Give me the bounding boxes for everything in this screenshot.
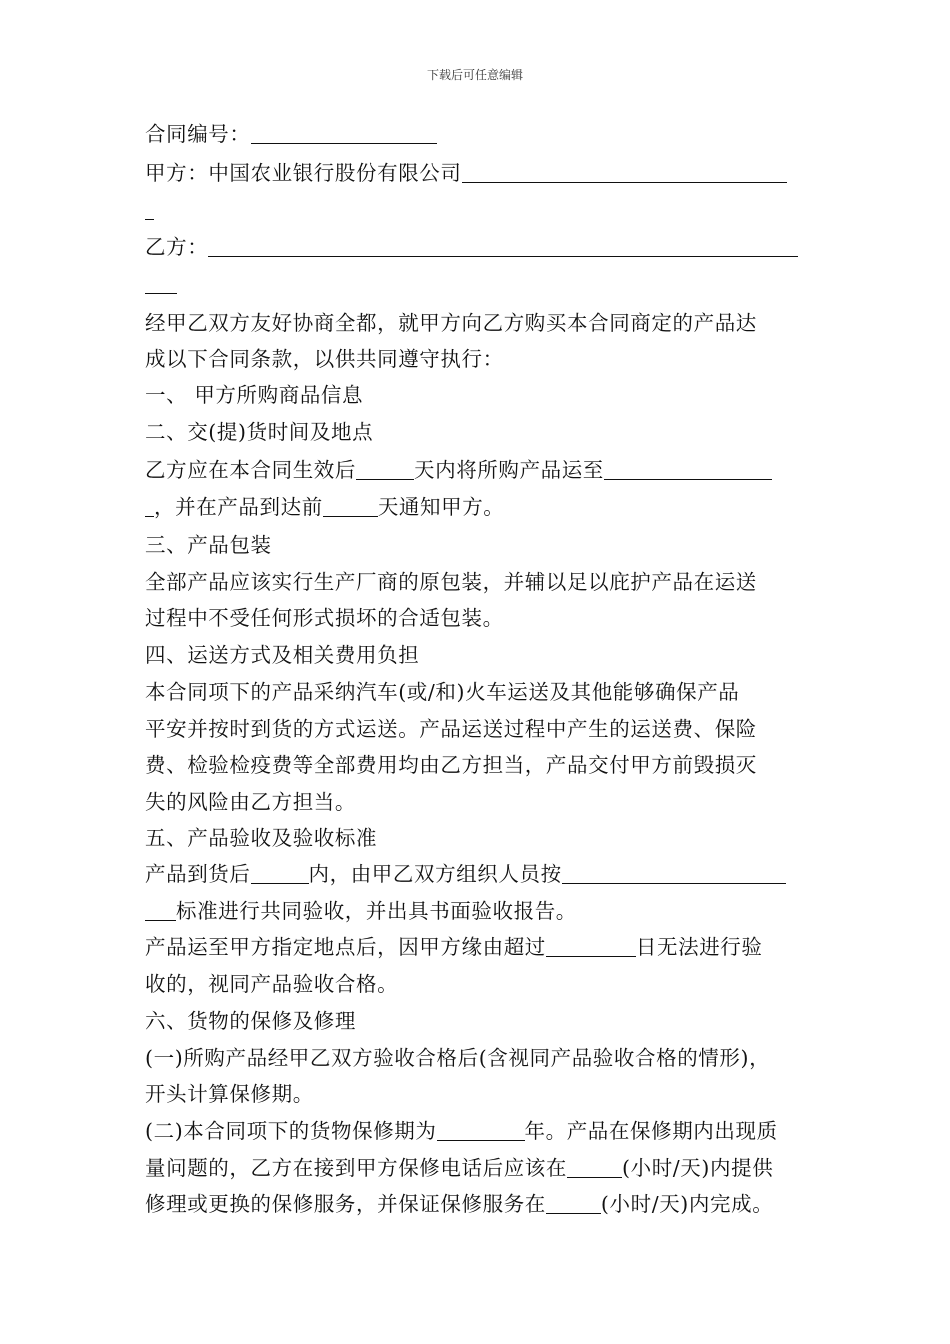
section-1-title: 一、 甲方所购商品信息: [145, 383, 364, 407]
section-4-title: 四、运送方式及相关费用负担: [145, 643, 420, 667]
notice-days-blank: [323, 494, 378, 517]
warranty-text-5b: (小时/天)内完成。: [600, 1192, 774, 1216]
delivery-text-2b: 天通知甲方。: [377, 495, 505, 519]
acceptance-line-1: [145, 860, 810, 888]
delivery-location-blank: [604, 457, 772, 480]
acceptance-standard-blank: [562, 861, 786, 884]
transport-line-3: 费、检验检疫费等全部费用均由乙方担当，产品交付甲方前毁损灭: [145, 753, 757, 777]
contract-number-label: 合同编号：: [145, 122, 251, 146]
warranty-line-3: [145, 1117, 810, 1145]
section-3-title: 三、产品包装: [145, 533, 272, 557]
party-a-label: 甲方：: [145, 161, 209, 185]
party-a-blank-cont: [145, 197, 154, 220]
warranty-text-4b: (小时/天)内提供: [622, 1156, 774, 1180]
warranty-text-3a: (二)本合同项下的货物保修期为: [145, 1119, 437, 1143]
acceptance-text-1b: 内，由甲乙双方组织人员按: [308, 862, 562, 886]
delivery-text-1a: 乙方应在本合同生效后: [145, 458, 356, 482]
party-a-name: 中国农业银行股份有限公司: [208, 161, 462, 185]
party-a-line: [145, 159, 810, 187]
acceptance-period-blank: [251, 861, 309, 884]
acceptance-line-4: 收的，视同产品验收合格。: [145, 972, 399, 996]
delivery-text-2a: ，并在产品到达前: [154, 495, 323, 519]
overdue-days-blank: [546, 934, 636, 957]
intro-line-1: 经甲乙双方友好协商全都，就甲方向乙方购买本合同商定的产品达: [145, 311, 757, 335]
acceptance-standard-blank-cont: [145, 898, 176, 921]
contract-number-line: [145, 120, 810, 148]
packaging-line-2: 过程中不受任何形式损坏的合适包装。: [145, 606, 504, 630]
party-b-line-cont: [145, 270, 810, 298]
party-b-blank-cont: [145, 271, 177, 294]
contract-number-blank: [251, 121, 437, 144]
party-b-line: [145, 233, 810, 261]
party-b-blank: [208, 234, 798, 257]
warranty-line-2: 开头计算保修期。: [145, 1082, 314, 1106]
section-2-title: 二、交(提)货时间及地点: [145, 420, 374, 444]
party-b-label: 乙方：: [145, 235, 209, 259]
warranty-line-1: (一)所购产品经甲乙双方验收合格后(含视同产品验收合格的情形)，: [145, 1046, 771, 1070]
acceptance-text-3b: 日无法进行验: [635, 935, 763, 959]
section-6-title: 六、货物的保修及修理: [145, 1009, 356, 1033]
delivery-location-blank-cont: [145, 494, 154, 517]
transport-line-2: 平安并按时到货的方式运送。产品运送过程中产生的运送费、保险: [145, 717, 757, 741]
warranty-years-blank: [437, 1118, 525, 1141]
acceptance-text-2: 标准进行共同验收，并出具书面验收报告。: [176, 899, 577, 923]
completion-time-blank: [546, 1191, 601, 1214]
acceptance-text-1a: 产品到货后: [145, 862, 251, 886]
transport-line-4: 失的风险由乙方担当。: [145, 790, 356, 814]
page-header: 下载后可任意编辑: [426, 68, 523, 82]
acceptance-line-3: [145, 933, 810, 961]
section-5-title: 五、产品验收及验收标准: [145, 826, 378, 850]
response-time-blank: [567, 1155, 622, 1178]
acceptance-line-2: [145, 897, 810, 925]
party-a-blank: [462, 160, 787, 183]
warranty-text-5a: 修理或更换的保修服务，并保证保修服务在: [145, 1192, 546, 1216]
warranty-line-4: [145, 1154, 810, 1182]
delivery-line-2: [145, 493, 810, 521]
warranty-line-5: [145, 1190, 810, 1218]
delivery-days-blank: [356, 457, 414, 480]
acceptance-text-3a: 产品运至甲方指定地点后，因甲方缘由超过: [145, 935, 546, 959]
intro-line-2: 成以下合同条款，以供共同遵守执行：: [145, 347, 504, 371]
warranty-text-3b: 年。产品在保修期内出现质: [524, 1119, 778, 1143]
delivery-text-1b: 天内将所购产品运至: [414, 458, 604, 482]
party-a-line-cont: [145, 196, 810, 224]
delivery-line-1: [145, 456, 810, 484]
transport-line-1: 本合同项下的产品采纳汽车(或/和)火车运送及其他能够确保产品: [145, 680, 740, 704]
warranty-text-4a: 量问题的，乙方在接到甲方保修电话后应该在: [145, 1156, 567, 1180]
packaging-line-1: 全部产品应该实行生产厂商的原包装，并辅以足以庇护产品在运送: [145, 570, 757, 594]
